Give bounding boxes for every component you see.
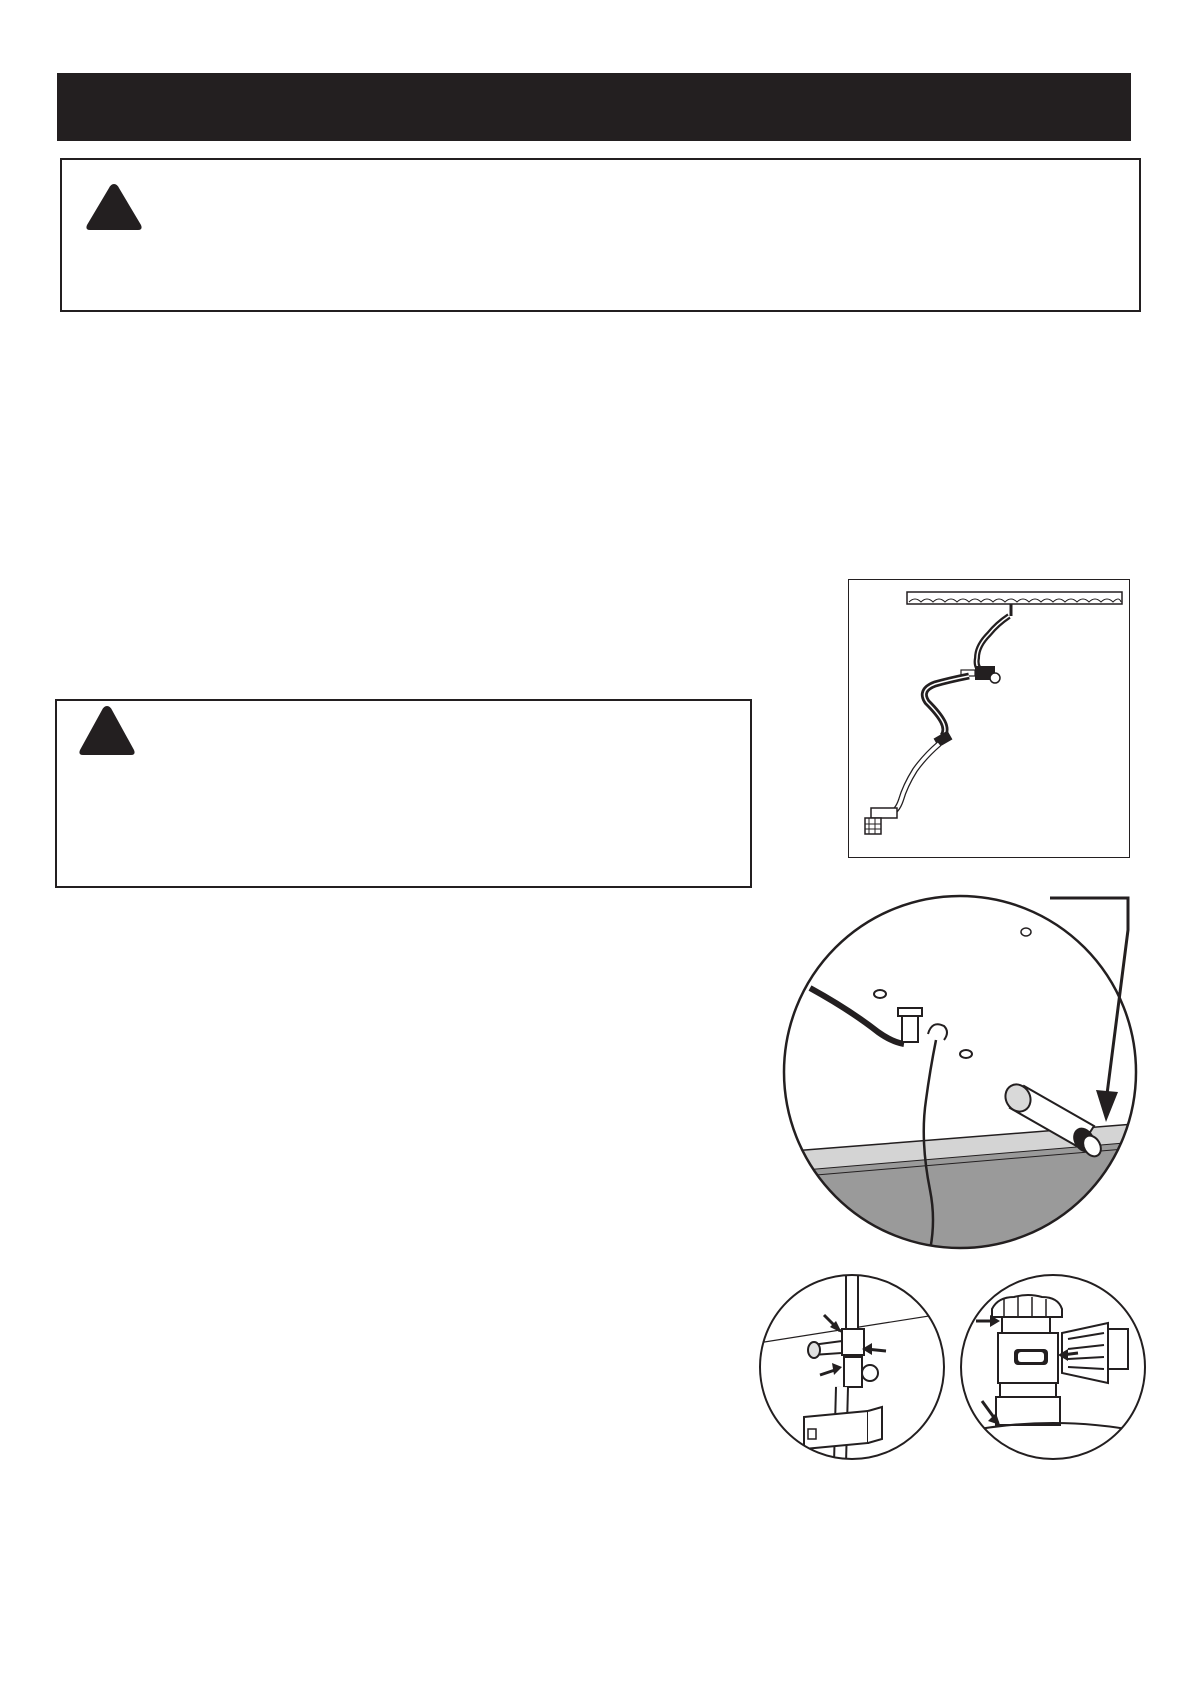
warning-triangle-icon — [77, 704, 137, 758]
regulator-fitting-detail — [758, 1273, 948, 1463]
warning-box-top — [60, 158, 1141, 312]
tube-connection-detail — [780, 890, 1160, 1270]
section-header-bar — [57, 73, 1131, 141]
warning-triangle-icon — [84, 182, 144, 232]
hose-assembly-diagram — [848, 579, 1130, 858]
tank-valve-detail — [958, 1273, 1148, 1463]
warning-box-middle — [55, 699, 752, 888]
